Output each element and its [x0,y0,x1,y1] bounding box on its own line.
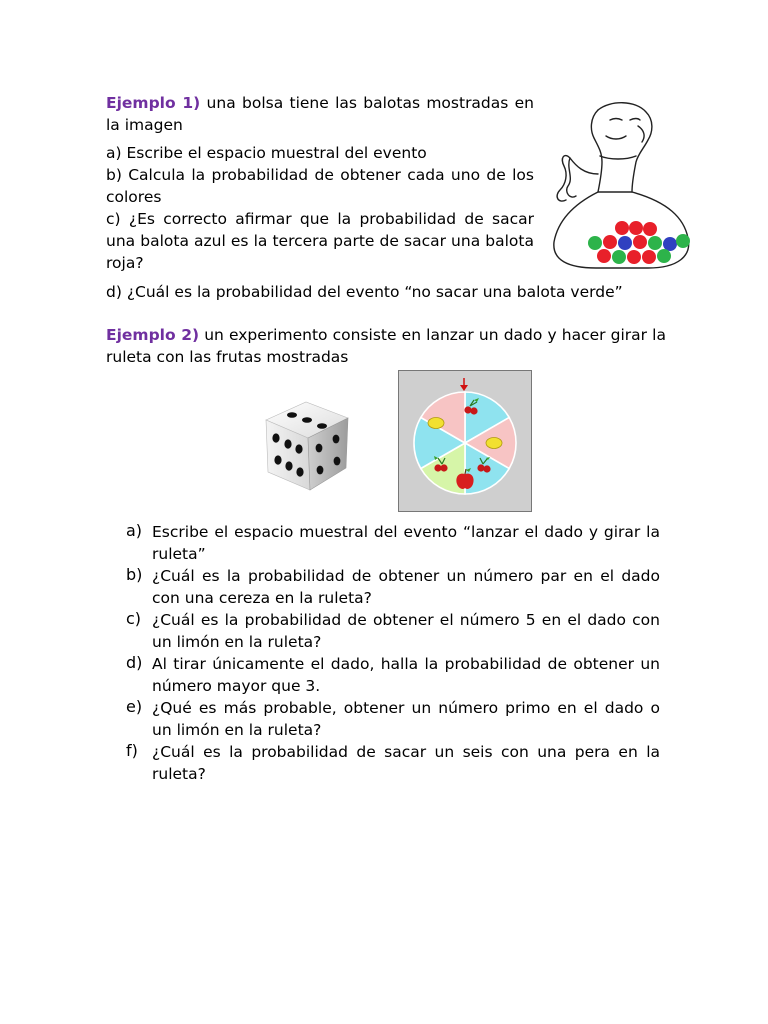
example-1-item-c: c) ¿Es correcto afirmar que la probabilidad de sacar una balota azul es la tercera parte de sacar una balota roja? [106,210,534,272]
question-label: a) [126,521,143,540]
example-1 [106,92,534,274]
question-label: b) [126,565,143,584]
question-text: ¿Cuál es la probabilidad de sacar un seis con una pera en la ruleta? [152,743,660,783]
question-label: f) [126,741,138,760]
balls [588,221,690,264]
example-1-intro [106,92,534,136]
example-1-intro-text: una bolsa tiene las balotas mostradas en la imagen [106,94,535,134]
question-text: ¿Qué es más probable, obtener un número primo en el dado o un limón en la ruleta? [152,699,660,739]
question-c [126,609,660,653]
fruit-wheel-icon [398,370,532,512]
question-f [126,741,660,785]
fruit-wheel-panel [398,370,532,512]
example-1-item-a: a) Escribe el espacio muestral del evento [106,144,427,162]
lemon-left [428,418,444,429]
question-label: c) [126,609,142,628]
question-text: ¿Cuál es la probabilidad de obtener el número 5 en el dado con un limón en la ruleta? [152,611,660,651]
question-text: ¿Cuál es la probabilidad de obtener un número par en el dado con una cereza en la ruleta? [152,567,660,607]
die-icon [252,386,360,498]
question-text: Al tirar únicamente el dado, halla la probabilidad de obtener un número mayor que 3. [152,655,660,695]
example-1-item-b: b) Calcula la probabilidad de obtener cada uno de los colores [106,166,534,206]
example-2-title: Ejemplo 2) [106,326,200,344]
question-e [126,697,660,741]
lemon-right [486,438,502,449]
question-text: Escribe el espacio muestral del evento “lanzar el dado y girar la ruleta” [152,523,660,563]
question-label: e) [126,697,143,716]
example-2-intro-text: un experimento consiste en lanzar un dado y hacer girar la ruleta con las frutas mostradas [106,326,666,366]
question-a [126,521,660,565]
question-b [126,565,660,609]
example-2-intro [106,324,666,368]
example-1-title: Ejemplo 1) [106,94,201,112]
question-d [126,653,660,697]
question-label: d) [126,653,143,672]
example-2-questions [126,521,660,785]
example-1-item-d: d) ¿Cuál es la probabilidad del evento “no sacar una balota verde” [106,283,623,301]
bag-of-balls-icon [540,96,700,276]
